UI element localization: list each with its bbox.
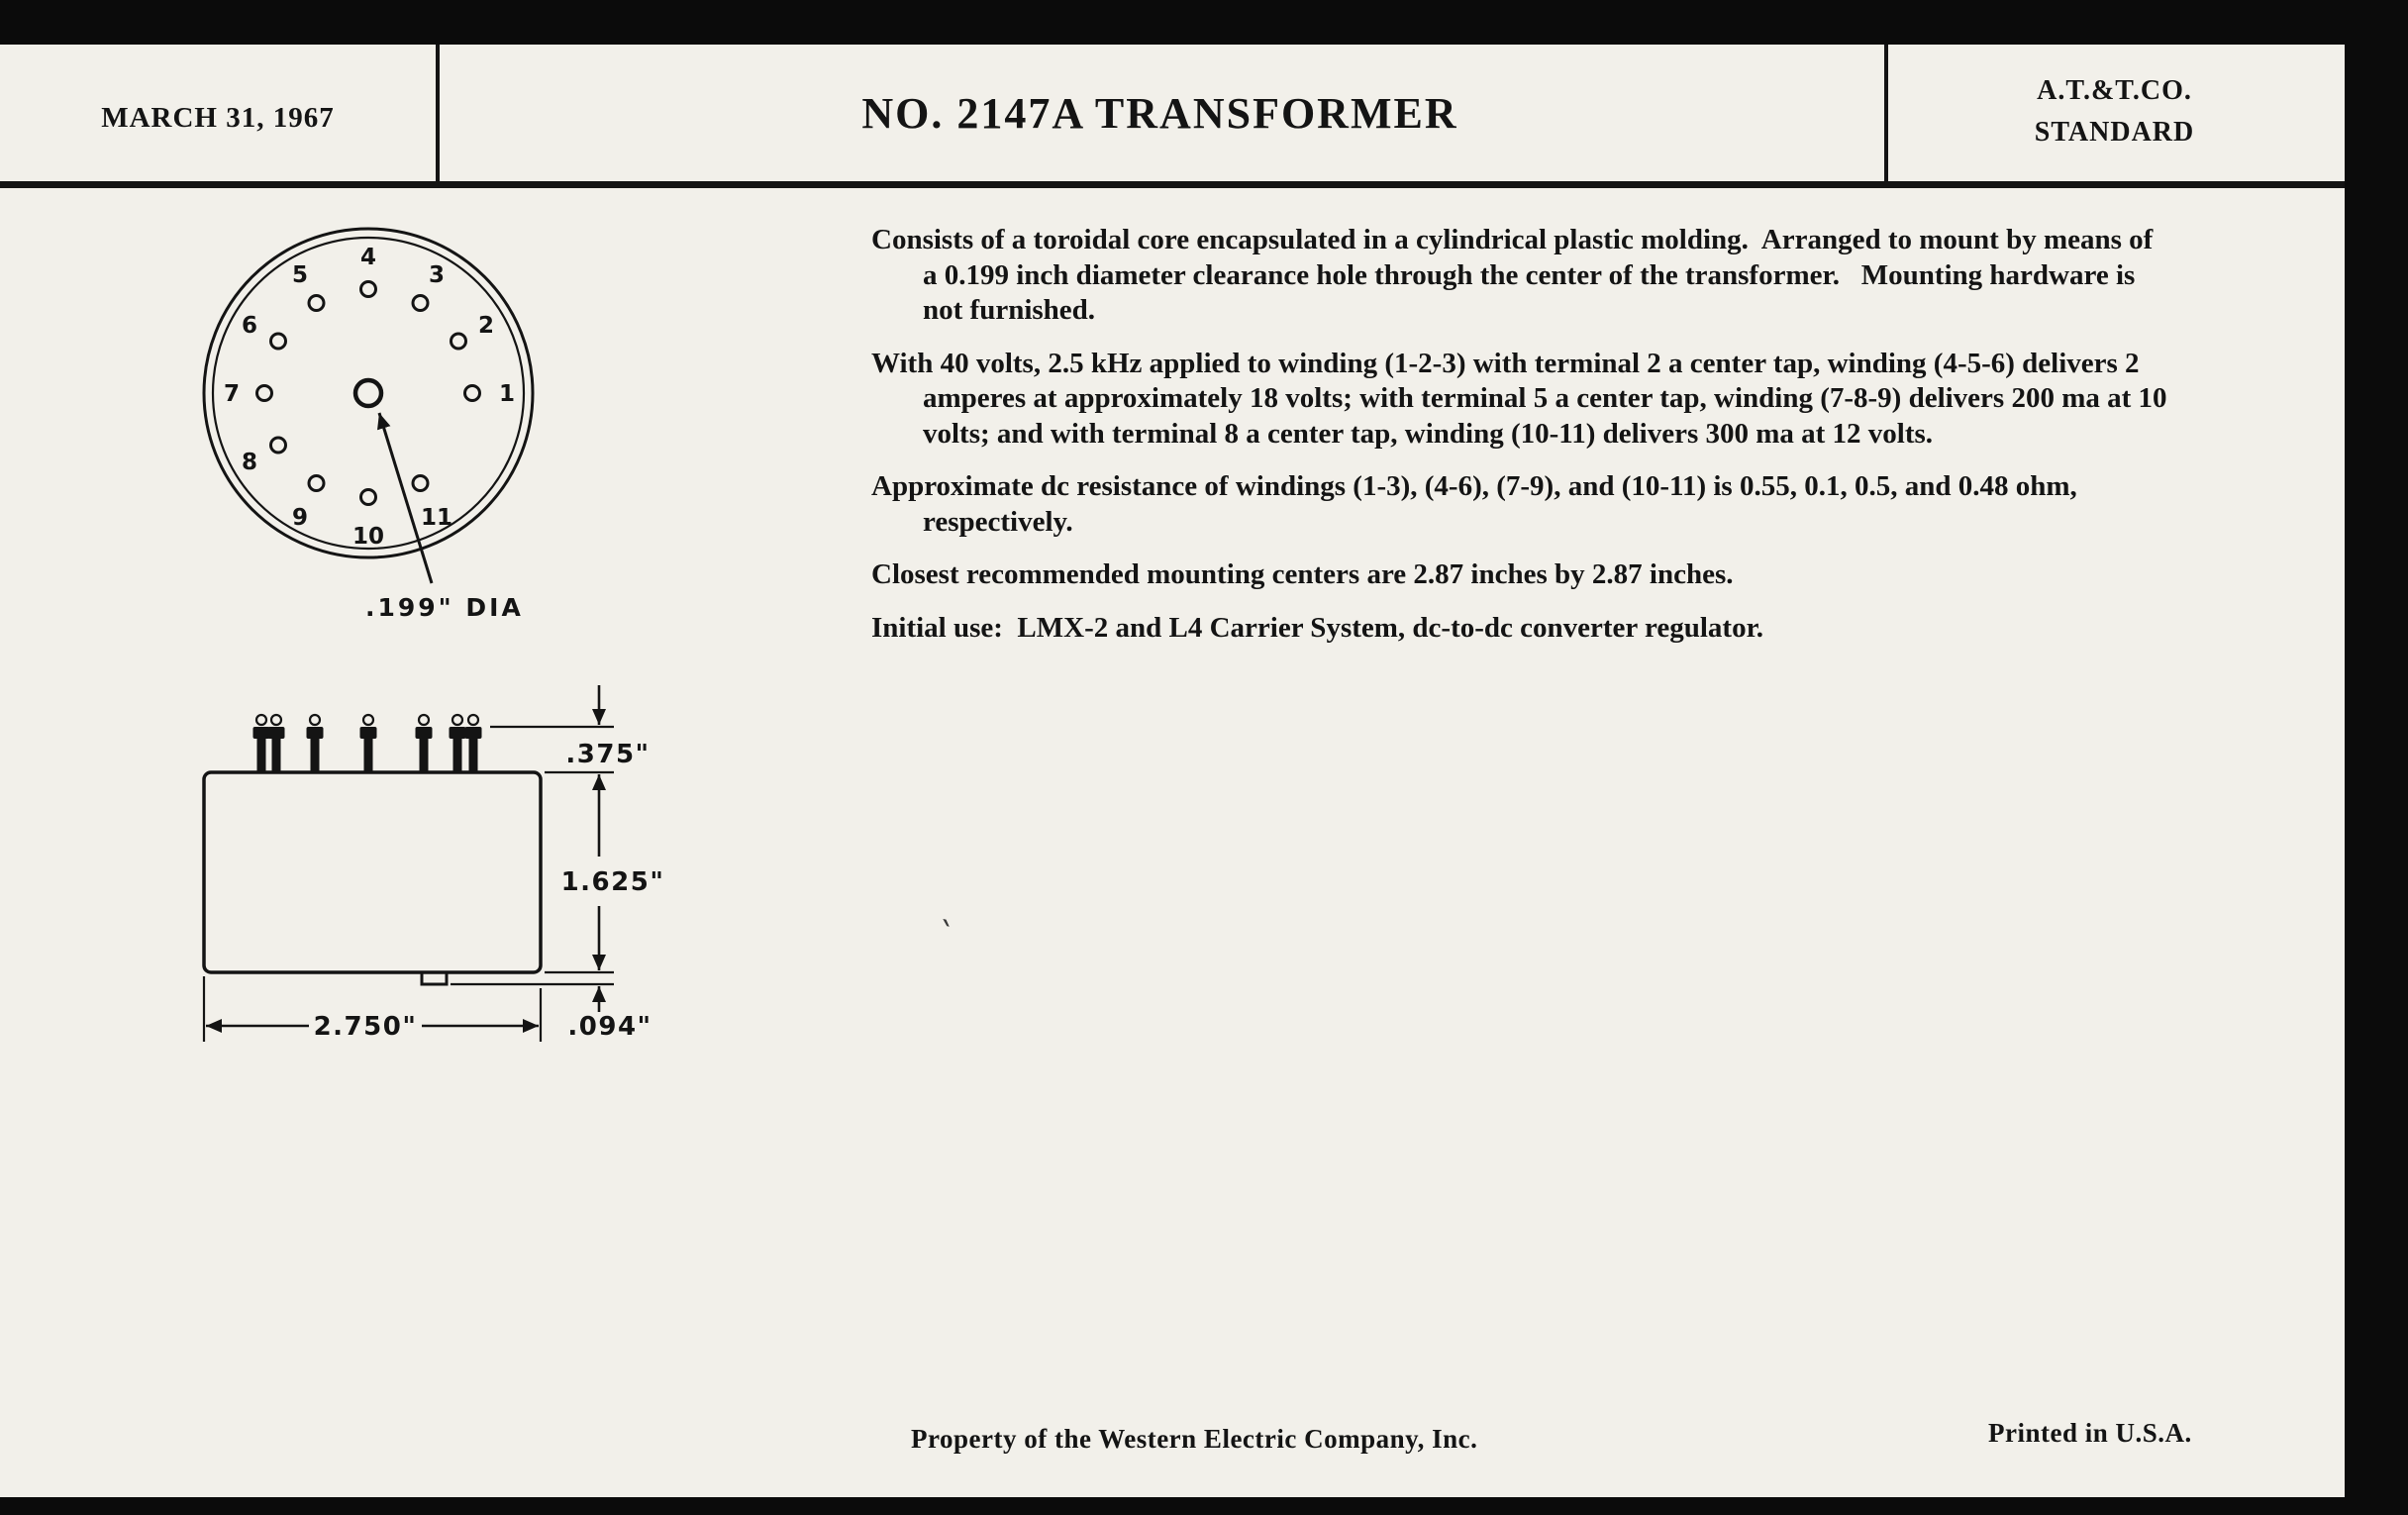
- pin-label-5: 5: [291, 262, 309, 288]
- standard-block: [1884, 70, 2345, 153]
- side-pin: [268, 715, 285, 772]
- paragraph-initial-use: Initial use: LMX-2 and L4 Carrier System, dc-to-dc converter regulator.: [871, 611, 1764, 644]
- printed-notice: Printed in U.S.A.: [1988, 1418, 2192, 1448]
- pin-label-6: 6: [241, 313, 258, 339]
- standard-company: A.T.&T.CO.: [2037, 75, 2192, 106]
- side-view-drawing: [149, 673, 703, 1069]
- pin-label-10: 10: [351, 524, 385, 550]
- transformer-body: [204, 772, 541, 972]
- top-view-svg: [178, 215, 634, 651]
- dimension-labels: [314, 740, 665, 1042]
- scan-edge-right: [2345, 0, 2408, 1515]
- pin-4: [361, 282, 376, 297]
- document-date: MARCH 31, 1967: [101, 102, 335, 134]
- pin-label-11: 11: [420, 505, 453, 531]
- pin-label-8: 8: [241, 450, 258, 475]
- center-mounting-hole: [355, 380, 381, 406]
- scan-edge-bottom: [0, 1497, 2408, 1515]
- pin-9: [309, 476, 324, 491]
- pin-8: [271, 438, 286, 453]
- tab-depth-label: .094": [567, 1012, 652, 1042]
- bottom-tab: [422, 972, 447, 984]
- pin-5: [309, 296, 324, 311]
- pin-label-3: 3: [428, 262, 446, 288]
- side-pin: [465, 715, 482, 772]
- document-paper: [0, 45, 2345, 1497]
- side-pin: [416, 715, 433, 772]
- pin-1: [465, 386, 480, 401]
- paragraph-construction: Consists of a toroidal core encapsulated in a cylindrical plastic molding. Arranged to mount by means of a 0.199 inch diameter clearance hole through the center of the transformer. Mounting hardware is not furnished.: [871, 224, 2160, 326]
- side-view-svg: [149, 673, 703, 1069]
- width-label: 2.750": [313, 1012, 418, 1042]
- pin-label-7: 7: [223, 381, 241, 407]
- paragraph-resistance: Approximate dc resistance of windings (1-3), (4-6), (7-9), and (10-11) is 0.55, 0.1, 0.5, and 0.48 ohm, respectively.: [871, 470, 2084, 538]
- transformer-outline: [204, 229, 533, 557]
- pin-height-label: .375": [565, 740, 651, 769]
- pin-label-4: 4: [359, 245, 377, 270]
- top-view-drawing: [178, 215, 634, 651]
- hole-diameter-label: .199" DIA: [365, 593, 524, 622]
- pin-label-2: 2: [477, 313, 495, 339]
- document-title: NO. 2147A TRANSFORMER: [861, 89, 1458, 138]
- paragraph-mounting-centers: Closest recommended mounting centers are 2.87 inches by 2.87 inches.: [871, 558, 1734, 590]
- pin-7: [257, 386, 272, 401]
- pin-2: [452, 334, 466, 349]
- standard-label: STANDARD: [2034, 117, 2195, 148]
- paragraph-electrical: With 40 volts, 2.5 kHz applied to winding (1-2-3) with terminal 2 a center tap, winding (4-5-6) delivers 2 amperes at approximately 18 volts; with terminal 5 a center tap, winding (7-8-9) delivers 200 ma at 10 volts; and with terminal 8 a center tap, winding (10-11) delivers 300 ma at 12 volts.: [871, 347, 2174, 450]
- side-pin: [253, 715, 270, 772]
- header-rule: [0, 181, 2345, 188]
- pin-label-1: 1: [498, 381, 516, 407]
- side-pin: [307, 715, 324, 772]
- property-notice: Property of the Western Electric Company, Inc.: [911, 1424, 1478, 1454]
- pin-10: [361, 490, 376, 505]
- scan-artifact: `: [933, 914, 957, 958]
- pin-11: [413, 476, 428, 491]
- description-column: [871, 223, 2173, 663]
- side-pin: [450, 715, 466, 772]
- scan-edge-top: [0, 0, 2408, 45]
- body-height-label: 1.625": [560, 867, 665, 897]
- pin-6: [271, 334, 286, 349]
- side-view-pins: [253, 715, 482, 772]
- pin-label-9: 9: [291, 505, 309, 531]
- side-pin: [360, 715, 377, 772]
- terminal-pins: [257, 282, 480, 505]
- pin-3: [413, 296, 428, 311]
